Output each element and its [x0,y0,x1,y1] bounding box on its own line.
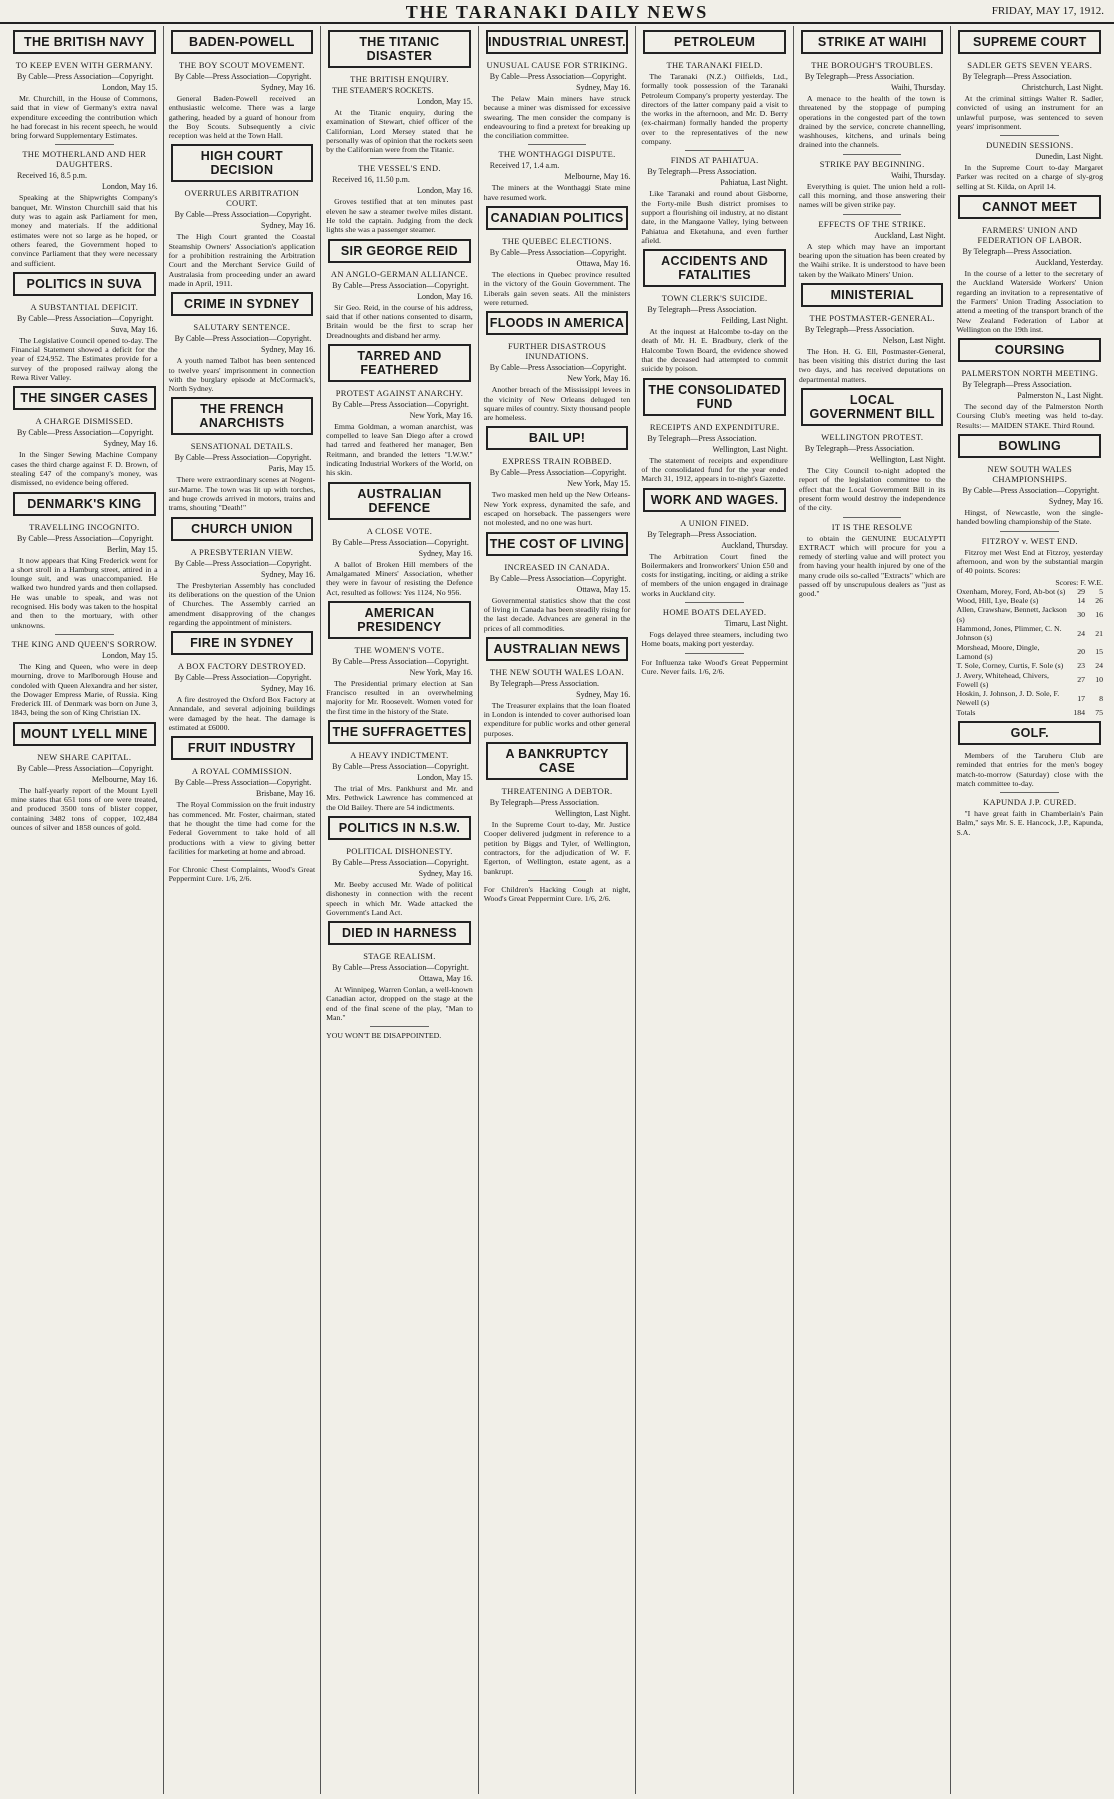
article-heading: THE CONSOLIDATED FUND [643,378,786,416]
article-dateline: Sydney, May 16. [1048,497,1104,507]
article-dateline: Sydney, May 16. [261,345,316,355]
article-body: The King and Queen, who were in deep mourning, drove to Marlborough House and condoled with Queen Alexandra and her sister, the Dowager Empress Marie, of Russia. King Frederick III. of Denmark was born on June 3, 1843, being the son of King Christian IX. [11,661,158,718]
article-body: Emma Goldman, a woman anarchist, was compelled to leave San Diego after a crowd had tarred and feathered her manager, Ben Reitmann, and branded the letters "I.W.W." indicating Industrial Workers of the World, on his skin. [326,421,473,478]
article-body: The miners at the Wonthaggi State mine have resumed work. [483,183,631,202]
article-heading: INDUSTRIAL UNREST. [486,30,629,54]
article-dateline: Paris, May 15. [268,464,316,474]
article-dateline: Feilding, Last Night. [721,316,788,326]
article-subheading: NEW SOUTH WALES CHAMPIONSHIPS. [987,464,1072,485]
article-byline: By Telegraph—Press Association. [804,324,915,334]
article-body: At Winnipeg, Warren Conlan, a well-known Canadian actor, dropped on the stage at the end of the final scene of the play, "Man to Man." [326,985,473,1022]
article-byline: By Cable—Press Association—Copyright. [489,72,627,81]
article-body: A fire destroyed the Oxford Box Factory at Annandale, and several adjoining buildings were damaged by the heat. The damage is estimated at £6000. [168,695,316,733]
column-5 [635,26,793,1794]
article-dateline: Sydney, May 16. [103,439,158,449]
article-body: Fogs delayed three steamers, including two Home boats, making port yesterday. [641,630,788,649]
rink-score: 17 [1077,693,1086,703]
article-dateline: Sydney, May 16. [576,689,631,699]
rink-players: Oxenham, Morey, Ford, Ab-bot (s) [956,586,1066,596]
article-subheading: POLITICAL DISHONESTY. [346,845,453,856]
section-divider [370,1026,429,1027]
section-divider [843,154,902,155]
article-byline: By Cable—Press Association—Copyright. [174,673,312,683]
article-dateline: London, May 15. [417,97,473,106]
article-heading: HIGH COURT DECISION [171,144,314,182]
article-byline: By Cable—Press Association—Copyright. [332,399,469,409]
table-row [956,587,1103,596]
article-body: A step which may have an important bearing upon the situation has been created by the Waihi strike. It is understood to have been taken by the Waikato Miners' Union. [798,241,946,279]
article-body: The Presbyterian Assembly has concluded its deliberations on the question of the Union of Churches. The Assembly carried an amendment disapproving of the changes regarding the appointment of ministers. [168,580,316,627]
table-row [956,643,1103,662]
article-body: At the Titanic enquiry, during the examination of Stewart, chief officer of the Californian, Lord Mersey stated that he personally was of opinion that the rockets seen by the Californian were from the Titanic. [326,108,473,155]
article-subheading: FINDS AT PAHIATUA. [670,155,759,166]
article-byline: By Cable—Press Association—Copyright. [332,762,469,772]
article-dateline: Waihi, Thursday. [891,170,946,180]
article-byline: By Cable—Press Association—Copyright. [332,656,469,666]
section-divider [528,880,587,881]
column-2 [163,26,321,1794]
rink-score: 21 [1095,628,1104,638]
article-body: The half-yearly report of the Mount Lyell mine states that 651 tons of ore were treated, and produced 3500 tons of blister copper, containing 3482 tons of copper, 102,484 ounces of silver and 1858 ounces of gold. [11,785,158,832]
rink-score: 24 [1077,628,1086,638]
article-body: The Hon. H. G. Ell, Postmaster-General, has been visiting this district during the last two days, and has received deputations on departmental matters. [798,346,946,384]
article-body: The Royal Commission on the fruit industry has commenced. Mr. Foster, chairman, stated that he thought the time had come for the Federal Government to take hold of all productions with a view to giving better facilities for marketing at home and abroad. [168,800,316,856]
article-body: The Presidential primary election at San Francisco resulted in an overwhelming majority for Mr. Roosevelt. Women voted for the first time in the history of the State. [326,678,473,716]
article-subheading: PALMERSTON NORTH MEETING. [961,368,1099,379]
rink-players: J. Avery, Whitehead, Chivers, Fowell (s) [956,670,1049,689]
article-body: The elections in Quebec province resulted in the victory of the Gouin Government. The Liberals gain seven seats. All the ministers were returned. [483,270,631,307]
rink-score: 184 [1073,707,1086,717]
article-body: The trial of Mrs. Pankhurst and Mr. and Mrs. Pethwick Lawrence has commenced at the Old Bailey. There are 54 indictments. [326,784,473,812]
article-heading: FIRE IN SYDNEY [171,631,314,655]
rink-score: 24 [1095,661,1104,671]
article-body: The City Council to-night adopted the report of the legislation committee to the effect that the Local Government Bill in its present form would destroy the independence of the city. [798,466,946,513]
article-body: Members of the Taruheru Club are reminded that entries for the men's bogey match-to-morrow (Saturday) close with the match committee to-day. [956,750,1104,788]
article-heading: GOLF. [958,721,1101,745]
article-byline: By Cable—Press Association—Copyright. [17,72,154,81]
article-body: The Arbitration Court fined the Boilermakers and Ironworkers' Union £50 and costs for instigating, inciting, or aiding a strike of members of the union engaged in drainage works in Auckland city. [641,551,788,598]
article-heading: THE COST OF LIVING [486,532,629,556]
article-heading: ACCIDENTS AND FATALITIES [643,249,786,287]
rink-score: 5 [1099,586,1104,596]
article-heading: AMERICAN PRESIDENCY [328,601,471,639]
article-body: The Taranaki (N.Z.) Oilfields, Ltd., formally took possession of the Taranaki Petroleum Company's property yesterday. The directors of the latter company paid a visit to the works in the afternoon, and Mr. D. Berry (ex-chairman) formally handed the property over to the representatives of the new company. [641,72,788,147]
article-dateline: Melbourne, May 16. [91,774,158,784]
article-subheading: FARMERS' UNION AND FEDERATION OF LABOR. [977,225,1082,246]
rink-score: 10 [1095,675,1104,685]
article-body: There were extraordinary scenes at Nogent-sur-Marne. The town was lit up with torches, and huge crowds arrived in motors, trains and trams, shouting "Death!" [168,475,316,513]
article-body: A menace to the health of the town is threatened by the stoppage of pumping operations in the congested part of the town drained by the service, concrete channelling, washhouses, kitchens, and urinals being drained into the channels. [798,94,946,150]
article-byline: By Telegraph—Press Association. [647,529,757,539]
table-row [956,605,1103,624]
table-row [956,671,1103,690]
article-heading: FRUIT INDUSTRY [171,736,314,760]
advertisement: For Influenza take Wood's Great Peppermint Cure. Never fails. 1/6, 2/6. [641,657,788,676]
article-byline: By Cable—Press Association—Copyright. [332,857,469,867]
article-body: Hingst, of Newcastle, won the single-handed bowling championship of the State. [956,508,1104,527]
article-byline: By Telegraph—Press Association. [962,380,1072,390]
rink-score: 15 [1095,647,1104,657]
article-subheading: A CHARGE DISMISSED. [35,416,134,427]
article-body: Two masked men held up the New Orleans-New York express, dynamited the safe, and escaped on horseback. The passengers were not molested, and no one was hurt. [483,490,631,528]
section-divider [1000,135,1059,136]
article-dateline: London, May 15. [102,83,158,92]
masthead [0,0,1114,24]
article-heading: DENMARK'S KING [13,492,156,516]
article-byline: By Cable—Press Association—Copyright. [17,313,154,323]
rink-score: 16 [1095,610,1104,620]
section-divider [1000,531,1059,532]
article-subheading: A ROYAL COMMISSION. [191,766,292,777]
article-dateline: Sydney, May 16. [261,684,316,694]
article-dateline: Sydney, May 16. [261,569,316,579]
article-dateline: Auckland, Last Night. [874,230,946,240]
article-subheading: DUNEDIN SESSIONS. [986,140,1074,151]
article-byline: By Cable—Press Association—Copyright. [962,486,1100,496]
bowling-score-table [956,578,1103,717]
article-body: Everything is quiet. The union held a roll-call this morning, and those answering their names will be given strike pay. [798,181,946,210]
article-subheading: FURTHER DISASTROUS INUNDATIONS. [507,341,607,362]
article-dateline: Wellington, Last Night. [554,809,631,819]
article-subheading: EXPRESS TRAIN ROBBED. [502,456,612,467]
article-body: Mr. Beeby accused Mr. Wade of political dishonesty in connection with the recent speech in which Mr. Wade attacked the Government's Land Act. [326,879,473,917]
column-7 [950,26,1108,1794]
article-heading: POLITICS IN SUVA [13,272,156,296]
article-dateline: Nelson, Last Night. [882,335,946,345]
article-byline: By Cable—Press Association—Copyright. [174,778,312,788]
article-dateline: Berlin, May 15. [106,544,158,554]
article-heading: A BANKRUPTCY CASE [486,742,629,780]
rink-players: Totals [956,707,976,717]
section-divider [528,144,587,145]
article-heading: TARRED AND FEATHERED [328,344,471,382]
article-body: The Pelaw Main miners have struck because a miner was dismissed for excessive swearing. The men consider the company is endeavouring to find a pretext for breaking up the conciliation committee. [483,94,631,141]
article-dateline: Melbourne, May 16. [564,172,631,182]
article-heading: LOCAL GOVERNMENT BILL [801,388,944,426]
article-heading: SUPREME COURT [958,30,1101,54]
article-dateline: Sydney, May 16. [261,83,316,92]
article-subheading: TRAVELLING INCOGNITO. [29,521,140,532]
article-subheading: A UNION FINED. [680,517,749,528]
article-heading: CRIME IN SYDNEY [171,292,314,316]
rink-score: 27 [1077,675,1086,685]
article-subheading: TOWN CLERK'S SUICIDE. [661,293,768,304]
article-body: In the course of a letter to the secretary of the Auckland Waterside Workers' Union regarding an invitation to a representative of the Farmers' Union Trading Association to attend a meeting of the transport branch of the New Zealand Federation of Labor at Wellington on the 19th inst. [956,269,1104,334]
article-dateline: Ottawa, May 15. [576,584,631,594]
section-divider [213,860,272,861]
article-byline: By Cable—Press Association—Copyright. [17,428,154,438]
article-heading: MOUNT LYELL MINE [13,722,156,746]
article-byline: By Cable—Press Association—Copyright. [17,533,154,543]
article-body: The High Court granted the Coastal Steamship Owners' Association's application for a prohibition restraining the Arbitration Court and the Merchant Service Guild of Australasia from proceeding under an award made in April, 1911. [168,232,316,288]
column-1 [6,26,163,1794]
article-subheading: THE MOTHERLAND AND HER DAUGHTERS. [22,149,147,170]
article-subheading: STAGE REALISM. [363,951,436,962]
article-dateline: Auckland, Thursday. [721,540,788,550]
article-heading: PETROLEUM [643,30,786,54]
article-heading: BAIL UP! [486,426,629,450]
article-body: In the Supreme Court to-day Margaret Parker was recited on a charge of sly-grog selling at St. Kilda, on April 14. [956,163,1104,191]
article-subheading: THE BRITISH ENQUIRY. [350,74,449,84]
rink-players: Morshead, Moore, Dingle, Lamond (s) [956,642,1040,661]
article-byline: By Cable—Press Association—Copyright. [489,468,627,478]
article-heading: AUSTRALIAN DEFENCE [328,482,471,520]
section-divider [685,602,744,603]
article-byline: By Cable—Press Association—Copyright. [174,72,312,81]
article-subheading: THE NEW SOUTH WALES LOAN. [490,666,624,677]
article-byline: By Cable—Press Association—Copyright. [332,537,469,547]
article-dateline: Brisbane, May 16. [256,789,316,799]
article-subheading: A BOX FACTORY DESTROYED. [177,661,306,672]
article-heading: WORK AND WAGES. [643,488,786,512]
article-dateline: Auckland, Yesterday. [1035,258,1104,268]
section-divider [55,144,114,145]
article-byline: THE STEAMER'S ROCKETS. [332,86,434,95]
article-subheading: NEW SHARE CAPITAL. [37,751,132,762]
article-subheading: OVERRULES ARBITRATION COURT. [184,188,300,209]
article-heading: CHURCH UNION [171,517,314,541]
article-subheading: THE TARANAKI FIELD. [666,60,763,70]
article-dateline: London, May 16. [417,291,473,301]
article-body: A ballot of Broken Hill members of the Amalgamated Miners' Association, whether they were in favour of resisting the Defence Act, resulted as follows: Yes 1124, No 956. [326,559,473,597]
article-body: At the inquest at Halcombe to-day on the death of Mr. H. E. Bradbury, clerk of the Halcombe Town Board, the evidence showed that the deceased had attempted to commit suicide by poison. [641,327,788,374]
article-body: Groves testified that at ten minutes past eleven he saw a steamer twelve miles distant. He told the captain. Judging from the deck lights she was a passenger steamer. [326,197,473,235]
newspaper-title: THE TARANAKI DAILY NEWS [405,2,709,22]
article-body: Like Taranaki and round about Gisborne, the Forty-mile Bush district promises to support a flourishing oil industry, at no distant date, in the Mangaone Valley, lying between Pahiatua and Eketahuna, and even further afield. [641,189,788,245]
article-heading: POLITICS IN N.S.W. [328,816,471,840]
advertisement: YOU WON'T BE DISAPPOINTED. [326,1031,442,1041]
article-heading: COURSING [958,338,1101,362]
article-byline: By Telegraph—Press Association. [962,247,1072,257]
section-divider [843,517,902,518]
article-body: Fitzroy met West End at Fitzroy, yesterday afternoon, and won by the substantial margin of 40 points. Scores: [956,547,1104,576]
article-subheading: THE BOY SCOUT MOVEMENT. [178,60,305,70]
article-heading: CANADIAN POLITICS [486,206,629,230]
article-dateline: Sydney, May 16. [418,868,473,878]
article-dateline: New York, May 16. [567,374,631,384]
article-body: Another breach of the Mississippi levees in the vicinity of New Orleans deluged ten square miles of country. Sixty thousand people are homeless. [483,385,631,423]
article-dateline: London, May 15. [102,650,158,660]
article-byline: By Telegraph—Press Association. [647,167,757,177]
rink-players: Allen, Crawshaw, Bennett, Jackson (s) [956,605,1067,624]
table-row [956,689,1103,708]
article-byline: By Cable—Press Association—Copyright. [174,210,312,220]
article-heading: THE SINGER CASES [13,386,156,410]
article-byline: By Cable—Press Association—Copyright. [332,280,469,290]
article-body: Sir Geo. Reid, in the course of his address, said that if other nations consented to disarm, Britain would be the first to scrap her Dreadnoughts and disband her army. [326,302,473,340]
article-body: In the Supreme Court to-day, Mr. Justice Cooper delivered judgment in reference to a petition by Biggs and Tyler, of Wellington, contractors, for the adjudication of W. F. Egerton, of Wellington, estate agent, as a bankrupt. [483,820,631,876]
article-byline: By Cable—Press Association—Copyright. [332,963,469,973]
article-byline: By Cable—Press Association—Copyright. [17,763,154,773]
article-subheading: PROTEST AGAINST ANARCHY. [335,387,464,398]
article-byline: Received 17, 1.4 a.m. [489,161,560,171]
rink-players: T. Sole, Corney, Curtis, F. Sole (s) [956,661,1064,671]
article-dateline: Waihi, Thursday. [891,83,946,92]
article-dateline: Sydney, May 16. [576,83,631,92]
article-byline: By Cable—Press Association—Copyright. [174,334,312,344]
article-byline: Received 16, 11.50 p.m. [332,175,410,185]
article-subheading: EFFECTS OF THE STRIKE. [818,218,926,229]
article-byline: By Telegraph—Press Association. [647,433,757,443]
article-heading: STRIKE AT WAIHI [801,30,944,54]
article-byline: Received 16, 8.5 p.m. [17,171,87,181]
rink-players: Hoskin, J. Johnson, J. D. Sole, F. Newell (s) [956,689,1060,708]
article-subheading: TO KEEP EVEN WITH GERMANY. [15,60,153,70]
article-subheading: RECEIPTS AND EXPENDITURE. [649,421,780,432]
article-byline: By Cable—Press Association—Copyright. [489,248,627,258]
article-body: At the criminal sittings Walter R. Sadler, convicted of using an instrument for an unlawful purpose, was sentenced to seven years' imprisonment. [956,94,1104,131]
rink-score: 29 [1077,586,1086,596]
article-subheading: AN ANGLO-GERMAN ALLIANCE. [330,268,468,279]
rink-score: 23 [1077,661,1086,671]
article-heading: THE TITANIC DISASTER [328,30,471,68]
article-subheading: SENSATIONAL DETAILS. [190,441,293,452]
article-subheading: HOME BOATS DELAYED. [662,607,767,618]
rink-score: 20 [1077,647,1086,657]
article-subheading: THE VESSEL'S END. [358,163,441,174]
article-dateline: London, May 15. [417,773,473,783]
article-dateline: Suva, May 16. [110,324,158,334]
article-dateline: Wellington, Last Night. [712,444,788,454]
rink-score: 75 [1095,707,1104,717]
article-body: Speaking at the Shipwrights Company's banquet, Mr. Winston Churchill said that his duty was to again ask Parliament for men, money and materials. If the additional estimates were not so large as he hoped, or others feared, the Government hoped to convince Parliament that they were necessary and sufficient. [11,193,158,268]
article-body: to obtain the GENUINE EUCALYPTI EXTRACT which will procure for you a remedy of sterling value and will protect you from having your health injured by one of the many crude oils so-called "Extracts" which are passed off by unscrupulous dealers as "just as good." [798,533,946,599]
article-subheading: UNUSUAL CAUSE FOR STRIKING. [486,60,628,70]
rink-score: 26 [1095,596,1104,606]
article-subheading: A CLOSE VOTE. [366,525,433,536]
article-body: The Treasurer explains that the loan floated in London is intended to cover authorised loan expenditure for public works and other general purposes. [483,700,631,738]
rink-score: 30 [1077,610,1086,620]
article-subheading: THE WONTHAGGI DISPUTE. [498,149,616,160]
article-dateline: Sydney, May 16. [418,548,473,558]
article-subheading: THE WOMEN'S VOTE. [354,644,445,655]
article-dateline: New York, May 16. [409,410,473,420]
rink-players: Wood, Hill, Lye, Beale (s) [956,596,1039,606]
article-byline: By Cable—Press Association—Copyright. [489,573,627,583]
article-byline: By Cable—Press Association—Copyright. [174,558,312,568]
article-body: "I have great faith in Chamberlain's Pain Balm," says Mr. S. E. Hancock, J.P., Kapunda, S.A. [956,809,1104,837]
article-heading: THE BRITISH NAVY [13,30,156,54]
article-body: General Baden-Powell received an enthusiastic welcome. There was a large gathering, headed by a guard of honour from the Boy Scouts. Subsequently a civic reception was held at the Town Hall. [168,94,316,141]
article-subheading: THREATENING A DEBTOR. [501,786,613,797]
article-heading: THE FRENCH ANARCHISTS [171,397,314,435]
article-subheading: THE BOROUGH'S TROUBLES. [811,60,934,70]
column-4 [478,26,636,1794]
article-byline: By Telegraph—Press Association. [489,798,600,808]
article-byline: By Telegraph—Press Association. [804,444,915,454]
table-row [956,596,1103,605]
column-3 [320,26,478,1794]
article-subheading: THE QUEBEC ELECTIONS. [502,236,612,247]
table-row [956,661,1103,670]
article-heading: DIED IN HARNESS [328,921,471,945]
article-byline: By Cable—Press Association—Copyright. [174,453,312,463]
article-body: The Legislative Council opened to-day. The Financial Statement showed a deficit for the year of £24,952. The Estimates provide for a survey of the proposed railway along the Rewa River Valley. [11,335,158,383]
article-dateline: London, May 16. [417,186,473,196]
article-body: The second day of the Palmerston North Coursing Club's meeting was held to-day. Results:— MAIDEN STAKE. Third Round. [956,402,1104,430]
article-subheading: KAPUNDA J.P. CURED. [983,797,1077,808]
article-subheading: WELLINGTON PROTEST. [821,432,924,443]
article-body: The statement of receipts and expenditure of the consolidated fund for the year ended March 31, 1912, appears in to-night's Gazette. [641,455,788,484]
article-dateline: New York, May 15. [567,479,631,489]
advertisement: For Children's Hacking Cough at night, Wood's Great Peppermint Cure. 1/6, 2/6. [483,884,631,904]
table-row [956,624,1103,643]
columns-container [6,26,1108,1794]
article-body: In the Singer Sewing Machine Company cases the third charge against F. D. Brown, of stealing £47 of the company's money, was dismissed, no evidence being offered. [11,450,158,488]
article-byline: By Telegraph—Press Association. [489,678,600,688]
rink-score: 14 [1077,596,1086,606]
section-divider [55,634,114,635]
article-subheading: THE KING AND QUEEN'S SORROW. [11,638,157,649]
article-heading: THE SUFFRAGETTES [328,720,471,744]
article-subheading: A PRESBYTERIAN VIEW. [190,546,294,557]
article-dateline: Wellington, Last Night. [870,455,946,465]
article-subheading: FITZROY v. WEST END. [981,535,1078,546]
rink-score: 8 [1099,693,1104,703]
article-subheading: IT IS THE RESOLVE [831,521,913,532]
issue-date: FRIDAY, MAY 17, 1912. [991,5,1104,17]
section-divider [370,158,429,159]
article-dateline: Ottawa, May 16. [576,259,631,269]
article-heading: SIR GEORGE REID [328,239,471,263]
article-subheading: A HEAVY INDICTMENT. [350,750,449,761]
article-heading: BOWLING [958,434,1101,458]
article-body: A youth named Talbot has been sentenced to twelve years' imprisonment in connection with the burglary episode at McCormack's, North Sydney. [168,356,316,394]
article-heading: BADEN-POWELL [171,30,314,54]
article-heading: AUSTRALIAN NEWS [486,637,629,661]
article-dateline: London, May 16. [102,182,158,192]
article-subheading: SADLER GETS SEVEN YEARS. [967,60,1093,70]
article-dateline: New York, May 16. [409,667,473,677]
article-dateline: Dunedin, Last Night. [1035,152,1104,162]
article-byline: By Telegraph—Press Association. [962,72,1072,81]
article-body: It now appears that King Frederick went for a short stroll in a Hamburg street, attired in a lounge suit, and was unaccompanied. He walked two hundred yards and then collapsed. He was unable to speak, and was not recognised. His body was taken to the hospital and then to the mortuary, with other unknowns. [11,555,158,630]
article-byline: By Telegraph—Press Association. [647,305,757,315]
article-subheading: A SUBSTANTIAL DEFICIT. [30,301,139,312]
rink-players: Hammond, Jones, Plimmer, C. N. Johnson (s) [956,624,1062,643]
table-row [956,708,1103,717]
column-6 [793,26,951,1794]
article-subheading: THE POSTMASTER-GENERAL. [809,312,935,323]
advertisement: For Chronic Chest Complaints, Wood's Great Peppermint Cure. 1/6, 2/6. [168,865,316,884]
section-divider [685,653,744,654]
article-dateline: Timaru, Last Night. [724,619,788,629]
article-body: Governmental statistics show that the cost of living in Canada has been steadily rising for the last decade. Advances are general in the prices of all commodities. [483,595,631,633]
article-subheading: SALUTARY SENTENCE. [193,322,291,333]
article-heading: CANNOT MEET [958,195,1101,219]
article-heading: MINISTERIAL [801,283,944,307]
article-dateline: Pahiatua, Last Night. [720,178,788,188]
article-byline: By Telegraph—Press Association. [804,72,915,81]
article-dateline: Christchurch, Last Night. [1021,83,1104,92]
article-dateline: Ottawa, May 16. [418,974,473,984]
article-dateline: Sydney, May 16. [261,221,316,231]
section-divider [1000,792,1059,793]
article-body: Mr. Churchill, in the House of Commons, said that in view of Germany's extra naval expenditure exceeding the contribution which he had forecast in his recent speech, he would bring forward Supplementary Estimates. [11,94,158,141]
article-heading: FLOODS IN AMERICA [486,311,629,335]
score-table-header: Scores: F. W.E. [1055,577,1104,587]
article-dateline: Palmerston N., Last Night. [1017,391,1104,401]
article-byline: By Cable—Press Association—Copyright. [489,363,627,373]
article-subheading: INCREASED IN CANADA. [504,561,610,572]
section-divider [843,214,902,215]
article-subheading: STRIKE PAY BEGINNING. [819,158,925,169]
section-divider [685,150,744,151]
